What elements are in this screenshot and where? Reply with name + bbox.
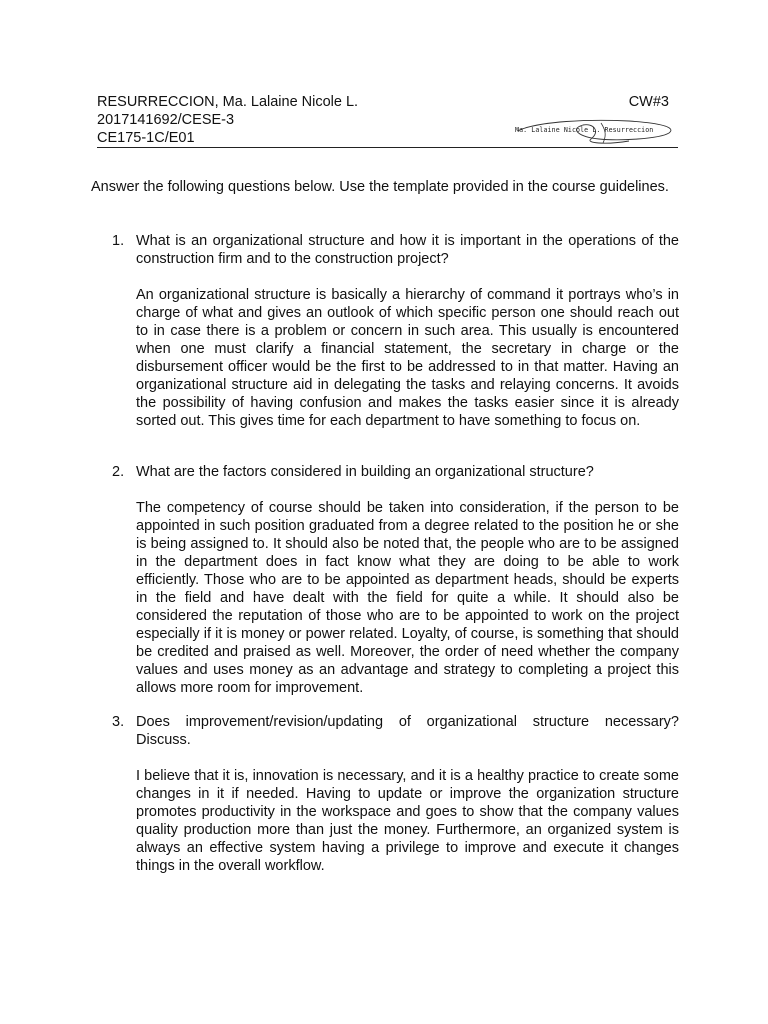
answer-text: An organizational structure is basically a hierarchy of command it portrays who’s in charge of what and gives an outlook of which specific person one should reach out to in case there is a problem or concern in such area. This usually is encountered when one must clarify a financial statement, the secretary in charge or the disbursement officer would be the first to be addressed to in that matter. Having an organizational structure aid in delegating the tasks and relaying concerns. It avoids the possibility of having confusion and makes the tasks easier since it is already sorted out. This gives time for each department to have something to focus on. xyxy=(136,287,679,429)
answer-text: The competency of course should be taken into consideration, if the person to be appointed in such position graduated from a degree related to the position he or she is being assigned to. It should also be noted that, the people who are to be assigned in the department does in fact know what they are doing to be able to work efficiently. Those who are to be appointed as department heads, should be experts in the field and have dealt with the field for quite a while. It should also be considered the reputation of those who are to be appointed to work on the project especially if it is money or power related. Loyalty, of course, is something that should be credited and praised as well. Moreover, the order of need whether the company values and uses money as an advantage and strategy to completing a project this allows more room for improvement. xyxy=(136,500,679,696)
question-block-1 xyxy=(112,232,679,430)
question-text: What is an organizational structure and how it is important in the operations of the construction firm and to the construction project? xyxy=(136,233,679,267)
question-number: 1. xyxy=(112,233,125,249)
question-number: 2. xyxy=(112,464,125,480)
question-text: What are the factors considered in building an organizational structure? xyxy=(136,464,594,480)
question-block-2 xyxy=(112,463,679,697)
question-block-3 xyxy=(112,713,679,875)
instructions-paragraph: Answer the following questions below. Use the template provided in the course guidelines. xyxy=(91,179,669,195)
question-number: 3. xyxy=(112,714,125,730)
question-text: Does improvement/revision/updating of organizational structure necessary? Discuss. xyxy=(136,714,679,748)
course-code: CE175-1C/E01 xyxy=(97,130,195,146)
student-id: 2017141692/CESE-3 xyxy=(97,112,235,128)
classwork-number: CW#3 xyxy=(628,94,669,110)
student-name: RESURRECCION, Ma. Lalaine Nicole L. xyxy=(97,94,359,110)
signature-printed-name: Ma. Lalaine Nicole L. Resurreccion xyxy=(515,126,654,134)
document-header xyxy=(97,93,678,148)
answer-text: I believe that it is, innovation is necessary, and it is a healthy practice to create some changes in it if needed. Having to update or improve the organization structure promotes productivity in the workspace and goes to show that the company values quality production more than just the money. Furthermore, an organized system is always an effective system having a privilege to improve and execute it changes things in the overall workflow. xyxy=(136,768,679,874)
